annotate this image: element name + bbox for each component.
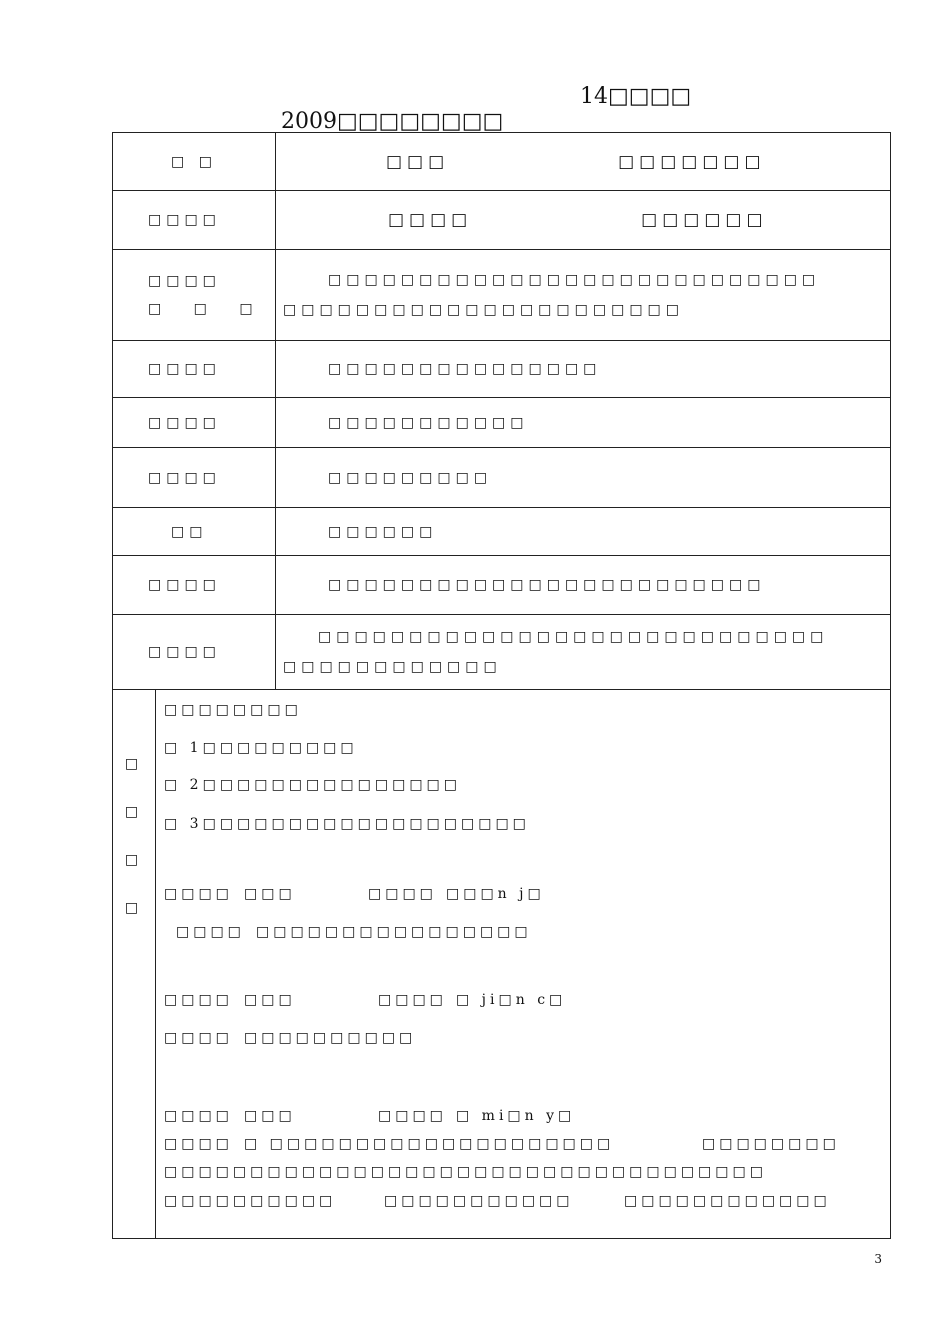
side-char: □ bbox=[124, 852, 144, 868]
form-row-8 bbox=[113, 556, 891, 615]
word3-note-tail: □□□□□□□□ bbox=[702, 1136, 840, 1152]
row-label: □□□□ bbox=[113, 191, 276, 250]
row-value bbox=[276, 191, 891, 250]
word3-line3-a: □□□□□□□□□□ bbox=[164, 1193, 337, 1209]
form-row-title bbox=[113, 133, 891, 191]
word3-value: □□□ bbox=[244, 1108, 296, 1124]
row-label: □□□□ bbox=[113, 398, 276, 448]
process-heading: □□□□□□□□ bbox=[164, 702, 302, 718]
row-label: □□ bbox=[113, 508, 276, 556]
word3-line2: □□□□□□□□□□□□□□□□□□□□□□□□□□□□□□□□□□□ bbox=[164, 1164, 767, 1180]
row-label: □□□□ bbox=[113, 341, 276, 398]
form-row-4 bbox=[113, 341, 891, 398]
word1-pinyin-label: □□□□ bbox=[368, 886, 437, 902]
row-value bbox=[276, 615, 891, 690]
lesson-form-table bbox=[112, 132, 891, 1239]
word2-value: □□□ bbox=[244, 992, 296, 1008]
side-char: □ bbox=[124, 756, 144, 772]
step-3: □ 3□□□□□□□□□□□□□□□□□□□ bbox=[164, 816, 530, 832]
word3-note: □ □□□□□□□□□□□□□□□□□□□□ bbox=[244, 1136, 615, 1152]
process-row bbox=[113, 690, 891, 1239]
value-b: □□□□□□□ bbox=[618, 151, 766, 172]
row-label: □ □ bbox=[113, 133, 276, 191]
row-label: □□□□ bbox=[113, 556, 276, 615]
word3-pinyin: □ mi□n y□ bbox=[456, 1108, 576, 1124]
side-char: □ bbox=[124, 900, 144, 916]
form-row-9 bbox=[113, 615, 891, 690]
step-2: □ 2□□□□□□□□□□□□□□□ bbox=[164, 777, 461, 793]
form-row-7 bbox=[113, 508, 891, 556]
word3-line3-b: □□□□□□□□□□□ bbox=[384, 1193, 574, 1209]
row-value: □□□□□□□□□□□□□□□ bbox=[276, 341, 891, 398]
row-value: □□□□□□□□□□□ bbox=[276, 398, 891, 448]
form-row-5 bbox=[113, 398, 891, 448]
value-line1: □□□□□□□□□□□□□□□□□□□□□□□□□□□ bbox=[328, 272, 821, 288]
row-value bbox=[276, 133, 891, 191]
row-value: □□□□□□ bbox=[276, 508, 891, 556]
title-left: 2009□□□□□□□□ bbox=[281, 109, 504, 134]
row-label-line1: □□□□ bbox=[148, 273, 221, 289]
word1-note: □□□□□□□□□□□□□□□□ bbox=[256, 924, 532, 940]
row-label bbox=[113, 250, 276, 341]
row-value bbox=[276, 250, 891, 341]
word2-note: □□□□□□□□□□ bbox=[244, 1030, 417, 1046]
form-row-6 bbox=[113, 448, 891, 508]
value-line2: □□□□□□□□□□□□□□□□□□□□□□ bbox=[283, 302, 685, 318]
value-b: □□□□□□ bbox=[641, 210, 768, 230]
page-number: 3 bbox=[874, 1252, 882, 1266]
form-row-3 bbox=[113, 250, 891, 341]
word1-note-label: □□□□ bbox=[176, 924, 245, 940]
row-value: □□□□□□□□□□□□□□□□□□□□□□□□ bbox=[276, 556, 891, 615]
value-a: □□□□ bbox=[388, 210, 473, 230]
word3-note-label: □□□□ bbox=[164, 1136, 233, 1152]
word1-value: □□□ bbox=[244, 886, 296, 902]
word1-label: □□□□ bbox=[164, 886, 233, 902]
row-label-line2: □ □ □ bbox=[148, 301, 267, 317]
process-body bbox=[156, 690, 891, 1238]
word2-pinyin-label: □□□□ bbox=[378, 992, 447, 1008]
process-side-label bbox=[113, 690, 156, 1238]
word2-note-label: □□□□ bbox=[164, 1030, 233, 1046]
row-label: □□□□ bbox=[113, 615, 276, 690]
title-right: 14□□□□ bbox=[580, 84, 692, 109]
word2-pinyin: □ ji□n c□ bbox=[456, 992, 567, 1008]
word3-pinyin-label: □□□□ bbox=[378, 1108, 447, 1124]
side-char: □ bbox=[124, 804, 144, 820]
word2-label: □□□□ bbox=[164, 992, 233, 1008]
form-row-2 bbox=[113, 191, 891, 250]
word3-line3-c: □□□□□□□□□□□□ bbox=[624, 1193, 831, 1209]
word1-pinyin: □□□n j□ bbox=[446, 886, 545, 902]
value-line1: □□□□□□□□□□□□□□□□□□□□□□□□□□□□ bbox=[318, 629, 829, 645]
row-value: □□□□□□□□□ bbox=[276, 448, 891, 508]
value-line2: □□□□□□□□□□□□ bbox=[283, 659, 502, 675]
value-a: □□□ bbox=[386, 151, 450, 172]
word3-label: □□□□ bbox=[164, 1108, 233, 1124]
step-1: □ 1□□□□□□□□□ bbox=[164, 740, 358, 756]
row-label: □□□□ bbox=[113, 448, 276, 508]
